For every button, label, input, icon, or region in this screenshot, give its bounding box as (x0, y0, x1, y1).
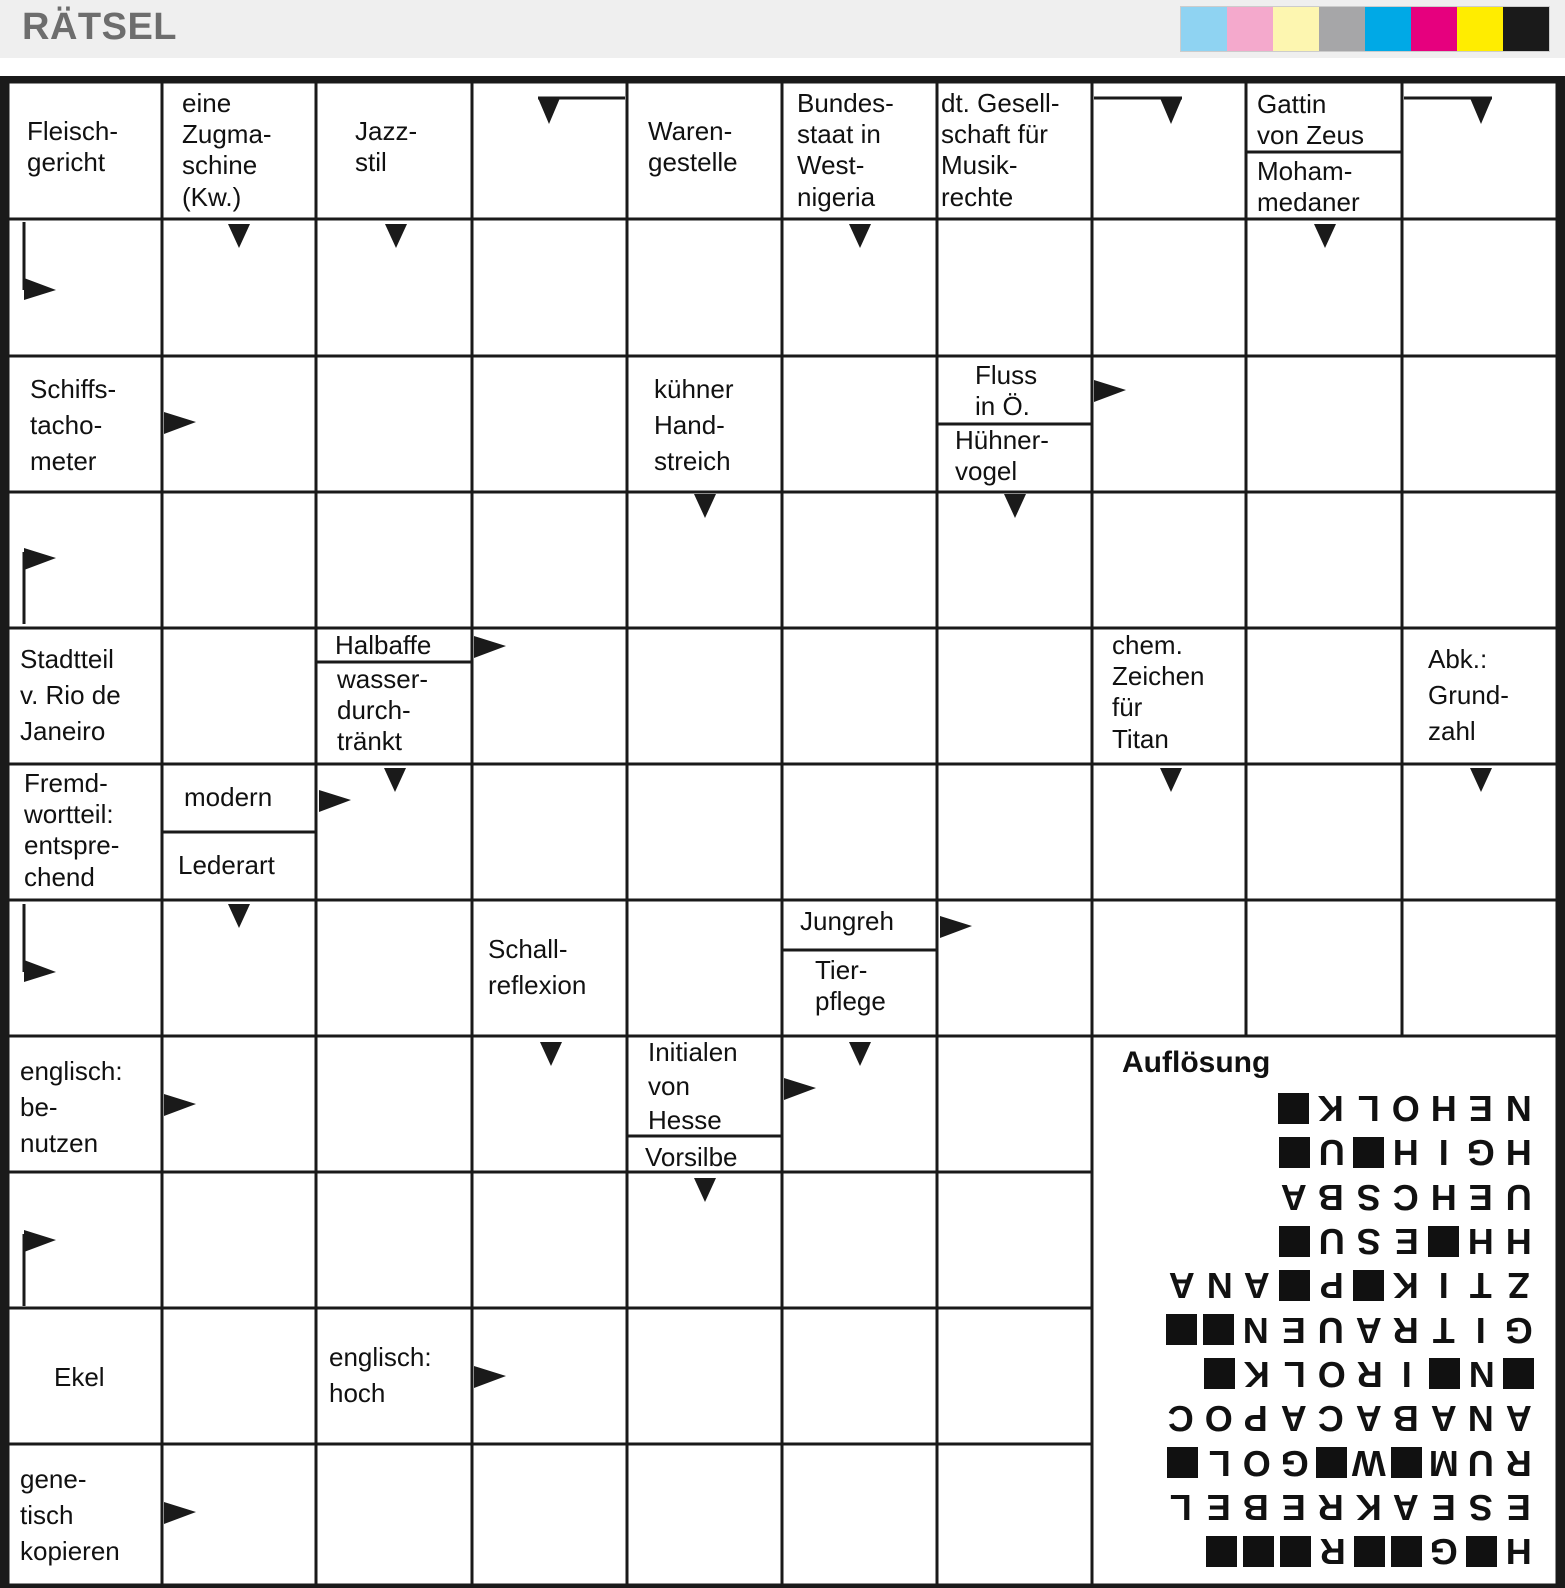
solution-letter: G (1429, 1531, 1458, 1573)
solution-letter: B (1242, 1486, 1269, 1528)
clue-chem-titan: chem. Zeichen für Titan (1112, 630, 1205, 754)
solution-letter: U (1318, 1132, 1345, 1174)
clue-fluss-oe: Fluss in Ö. (975, 360, 1038, 422)
solution-letter: A (1243, 1265, 1270, 1307)
clue-modern: modern (184, 782, 273, 812)
clue-genetisch-kopieren: gene- tisch kopieren (20, 1464, 120, 1566)
clue-schiffstachometer: Schiffs- tacho- meter (30, 374, 117, 476)
solution-letter: O (1391, 1088, 1420, 1130)
solution-block (1316, 1447, 1347, 1478)
solution-letter: E (1431, 1486, 1456, 1528)
clue-englisch-hoch: englisch: hoch (329, 1342, 432, 1408)
solution-block (1428, 1226, 1459, 1257)
clue-jungreh: Jungreh (800, 906, 894, 936)
solution-letter: G (1280, 1442, 1309, 1484)
solution-block (1503, 1358, 1534, 1389)
solution-letter: E (1206, 1486, 1231, 1528)
solution-letter: T (1432, 1309, 1455, 1351)
solution-block (1167, 1447, 1198, 1478)
solution-letter: C (1392, 1176, 1419, 1218)
solution-letter: P (1243, 1398, 1268, 1440)
clue-bundesstaat: Bundes- staat in West- nigeria (797, 88, 894, 212)
solution-letter: K (1243, 1353, 1270, 1395)
solution-letter: N (1206, 1265, 1233, 1307)
solution-row (1125, 1307, 1537, 1351)
solution-letter: U (1505, 1176, 1532, 1218)
solution-letter: G (1504, 1309, 1533, 1351)
solution-row (1125, 1485, 1537, 1529)
solution-letter: A (1392, 1486, 1419, 1528)
solution-letter: H (1505, 1132, 1532, 1174)
clue-jazzstil: Jazz- stil (355, 116, 418, 178)
solution-letter: R (1392, 1309, 1419, 1351)
solution-block (1391, 1536, 1422, 1567)
clue-englisch-benutzen: englisch: be- nutzen (20, 1056, 123, 1158)
solution-letter: E (1281, 1309, 1306, 1351)
clue-grundzahl: Abk.: Grund- zahl (1428, 644, 1509, 746)
solution-block (1353, 1137, 1384, 1168)
clue-tierpflege: Tier- pflege (815, 955, 886, 1017)
solution-row (1125, 1130, 1537, 1174)
solution-letter: T (1469, 1265, 1492, 1307)
solution-letter: R (1356, 1353, 1383, 1395)
solution-grid (1125, 1086, 1537, 1573)
solution-letter: H (1430, 1088, 1457, 1130)
solution-letter: U (1467, 1442, 1494, 1484)
solution-letter: I (1438, 1132, 1449, 1174)
solution-block (1278, 1093, 1309, 1124)
solution-letter: A (1430, 1398, 1457, 1440)
solution-letter: U (1318, 1221, 1345, 1263)
solution-letter: N (1505, 1088, 1532, 1130)
solution-letter: A (1355, 1309, 1382, 1351)
solution-letter: A (1168, 1265, 1195, 1307)
solution-letter: O (1204, 1398, 1233, 1440)
solution-letter: E (1394, 1221, 1419, 1263)
solution-letter: R (1505, 1442, 1532, 1484)
solution-block (1279, 1226, 1310, 1257)
clue-kuehner-handstreich: kühner Hand- streich (654, 374, 734, 476)
clue-fremdwortteil: Fremd- wortteil: entspre- chend (24, 768, 120, 892)
clue-huehnervogel: Hühner- vogel (955, 425, 1049, 487)
solution-block (1353, 1270, 1384, 1301)
solution-letter: B (1392, 1398, 1419, 1440)
solution-letter: N (1468, 1353, 1495, 1395)
solution-letter: N (1467, 1398, 1494, 1440)
solution-row (1125, 1175, 1537, 1219)
solution-letter: A (1280, 1176, 1307, 1218)
solution-letter: I (1438, 1265, 1449, 1307)
solution-row (1125, 1396, 1537, 1440)
solution-letter: S (1356, 1221, 1381, 1263)
solution-letter: I (1401, 1353, 1412, 1395)
solution-letter: K (1355, 1486, 1382, 1528)
solution-letter: O (1317, 1353, 1346, 1395)
clue-wasserdurchtraenkt: wasser- durch- tränkt (337, 664, 429, 757)
solution-letter: K (1317, 1088, 1344, 1130)
clue-stadtteil-rio: Stadtteil v. Rio de Janeiro (20, 644, 121, 746)
clue-schallreflexion: Schall- reflexion (488, 934, 587, 1000)
solution-block (1466, 1536, 1497, 1567)
solution-row (1125, 1263, 1537, 1307)
clue-warengestelle: Waren- gestelle (648, 116, 738, 178)
solution-letter: E (1468, 1176, 1493, 1218)
clue-vorsilbe: Vorsilbe (645, 1142, 738, 1172)
solution-block (1243, 1536, 1274, 1567)
clue-gattin-zeus: Gattin von Zeus (1257, 89, 1364, 151)
solution-row (1125, 1086, 1537, 1130)
clue-halbaffe: Halbaffe (335, 630, 432, 660)
clue-mohammedaner: Moham- medaner (1257, 156, 1360, 218)
solution-letter: H (1505, 1221, 1532, 1263)
solution-block (1280, 1536, 1311, 1567)
clue-lederart: Lederart (178, 850, 275, 880)
solution-letter: L (1357, 1088, 1380, 1130)
solution-letter: I (1475, 1309, 1486, 1351)
solution-block (1203, 1314, 1234, 1345)
solution-letter: B (1317, 1176, 1344, 1218)
solution-letter: C (1317, 1398, 1344, 1440)
solution-letter: P (1319, 1265, 1344, 1307)
solution-letter: A (1280, 1398, 1307, 1440)
solution-letter: O (1242, 1442, 1271, 1484)
clue-zugmaschine: eine Zugma- schine (Kw.) (182, 88, 272, 212)
solution-letter: R (1317, 1486, 1344, 1528)
solution-letter: N (1242, 1309, 1269, 1351)
solution-block (1279, 1270, 1310, 1301)
solution-block (1206, 1536, 1237, 1567)
solution-block (1391, 1447, 1422, 1478)
solution-letter: H (1505, 1531, 1532, 1573)
solution-letter: L (1283, 1353, 1306, 1395)
clue-initialen-hesse: Initialen von Hesse (648, 1037, 738, 1135)
solution-letter: Z (1507, 1265, 1530, 1307)
solution-block (1354, 1536, 1385, 1567)
clue-ekel: Ekel (54, 1362, 105, 1392)
solution-letter: W (1351, 1442, 1386, 1484)
clue-fleischgericht: Fleisch- gericht (27, 116, 119, 178)
solution-letter: A (1505, 1398, 1532, 1440)
solution-letter: M (1428, 1442, 1459, 1484)
solution-block (1279, 1137, 1310, 1168)
solution-block (1429, 1358, 1460, 1389)
solution-letter: R (1319, 1531, 1346, 1573)
solution-letter: H (1467, 1221, 1494, 1263)
solution-letter: C (1167, 1398, 1194, 1440)
solution-block (1204, 1358, 1235, 1389)
solution-row (1125, 1529, 1537, 1573)
solution-letter: K (1392, 1265, 1419, 1307)
solution-title: Auflösung (1122, 1046, 1271, 1079)
solution-letter: U (1317, 1309, 1344, 1351)
solution-row (1125, 1440, 1537, 1484)
solution-letter: H (1392, 1132, 1419, 1174)
solution-letter: A (1355, 1398, 1382, 1440)
solution-letter: E (1281, 1486, 1306, 1528)
solution-letter: S (1468, 1486, 1493, 1528)
solution-block (1166, 1314, 1197, 1345)
solution-letter: L (1208, 1442, 1231, 1484)
solution-row (1125, 1219, 1537, 1263)
solution-letter: H (1430, 1176, 1457, 1218)
page-title: RÄTSEL (22, 6, 177, 48)
solution-letter: G (1466, 1132, 1495, 1174)
solution-row (1125, 1352, 1537, 1396)
solution-letter: E (1468, 1088, 1493, 1130)
clue-gesellschaft: dt. Gesell- schaft für Musik- rechte (941, 88, 1060, 212)
solution-letter: S (1356, 1176, 1381, 1218)
solution-letter: E (1506, 1486, 1531, 1528)
solution-letter: L (1169, 1486, 1192, 1528)
